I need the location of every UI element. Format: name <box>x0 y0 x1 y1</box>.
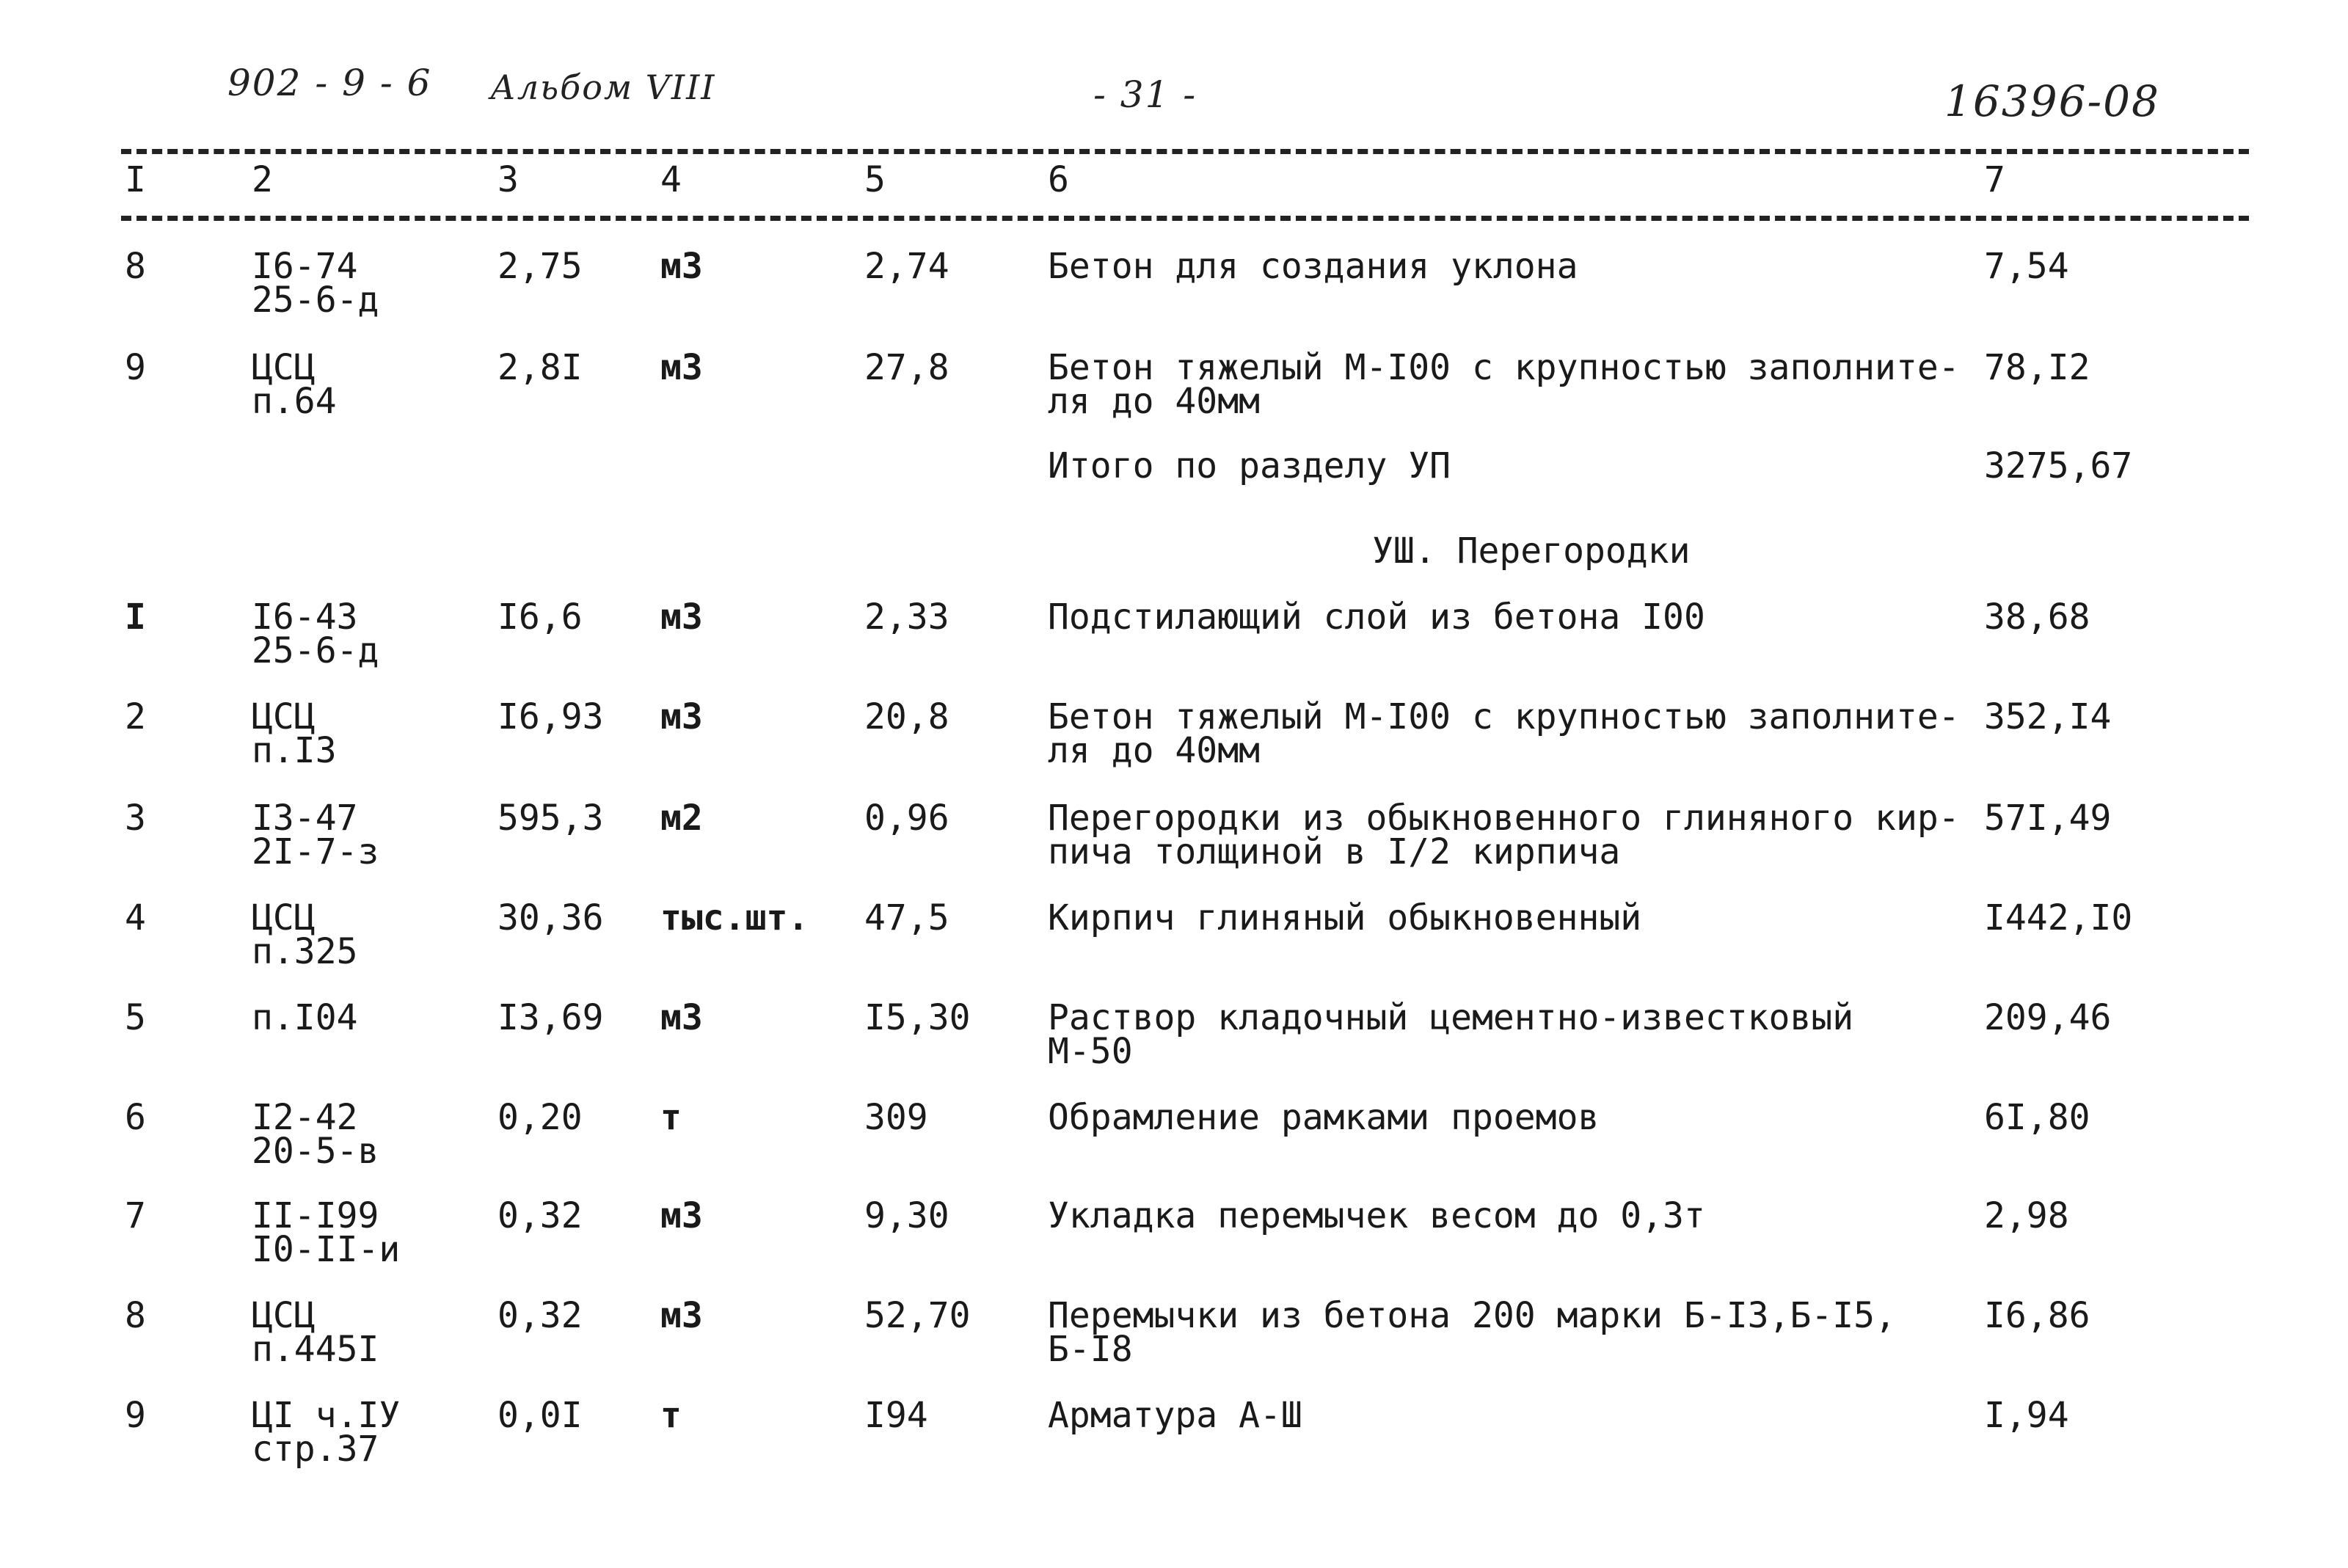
norm-code: п.I04 <box>252 997 358 1038</box>
header-top-rule <box>121 149 2249 154</box>
unit-price: 9,30 <box>864 1195 949 1236</box>
row-number: 8 <box>125 246 146 287</box>
column-header-6: 6 <box>1048 159 1069 200</box>
quantity: 0,32 <box>497 1195 583 1236</box>
quantity: 2,8I <box>497 347 583 388</box>
total: 2,98 <box>1984 1195 2069 1236</box>
description: Раствор кладочный цементно-известковый М-50 <box>1048 997 1854 1072</box>
quantity: I3,69 <box>497 997 604 1038</box>
quantity: 2,75 <box>497 246 583 287</box>
document-number: 16396-08 <box>1944 76 2160 126</box>
unit: м3 <box>660 597 703 638</box>
total: 209,46 <box>1984 997 2112 1038</box>
quantity: 30,36 <box>497 897 604 938</box>
description: Подстилающий слой из бетона I00 <box>1048 597 1705 638</box>
quantity: I6,93 <box>497 696 604 737</box>
norm-code: ЦI ч.IУ стр.37 <box>252 1395 401 1470</box>
unit: тыс.шт. <box>660 897 809 938</box>
norm-code: ЦСЦ п.325 <box>252 897 358 972</box>
norm-code: II-I99 I0-II-и <box>252 1195 401 1270</box>
row-number: 3 <box>125 798 146 839</box>
subtotal-label: Итого по разделу УП <box>1048 445 1451 486</box>
unit: т <box>660 1097 682 1138</box>
quantity: 0,0I <box>497 1395 583 1436</box>
row-number: I <box>125 597 146 638</box>
description: Бетон тяжелый М-I00 с крупностью заполните- ля до 40мм <box>1048 696 1960 771</box>
description: Бетон для создания уклона <box>1048 246 1578 287</box>
quantity: 0,32 <box>497 1295 583 1336</box>
quantity: 0,20 <box>497 1097 583 1138</box>
row-number: 7 <box>125 1195 146 1236</box>
row-number: 4 <box>125 897 146 938</box>
description: Перемычки из бетона 200 марки Б-I3,Б-I5, Б-I8 <box>1048 1295 1896 1370</box>
header-bottom-rule <box>121 216 2249 221</box>
total: I6,86 <box>1984 1295 2090 1336</box>
description: Укладка перемычек весом до 0,3т <box>1048 1195 1705 1236</box>
description: Перегородки из обыкновенного глиняного кир- пича толщиной в I/2 кирпича <box>1048 798 1960 872</box>
row-number: 8 <box>125 1295 146 1336</box>
norm-code: I6-43 25-6-д <box>252 597 379 671</box>
norm-code: ЦСЦ п.I3 <box>252 696 337 771</box>
total: 6I,80 <box>1984 1097 2090 1138</box>
album-label: Альбом VIII <box>490 68 716 107</box>
row-number: 6 <box>125 1097 146 1138</box>
unit: м2 <box>660 798 703 839</box>
album-code: 902 - 9 - 6 <box>227 62 432 104</box>
total: 38,68 <box>1984 597 2090 638</box>
total: 78,I2 <box>1984 347 2090 388</box>
unit-price: I94 <box>864 1395 928 1436</box>
unit-price: 0,96 <box>864 798 949 839</box>
norm-code: ЦСЦ п.64 <box>252 347 337 422</box>
subtotal-value: 3275,67 <box>1984 445 2133 486</box>
unit: м3 <box>660 246 703 287</box>
quantity: I6,6 <box>497 597 583 638</box>
unit: т <box>660 1395 682 1436</box>
unit-price: 2,33 <box>864 597 949 638</box>
description: Кирпич глиняный обыкновенный <box>1048 897 1642 938</box>
quantity: 595,3 <box>497 798 604 839</box>
norm-code: I6-74 25-6-д <box>252 246 379 321</box>
column-header-3: 3 <box>497 159 519 200</box>
unit-price: 52,70 <box>864 1295 971 1336</box>
row-number: 9 <box>125 347 146 388</box>
total: 352,I4 <box>1984 696 2112 737</box>
column-header-5: 5 <box>864 159 886 200</box>
norm-code: ЦСЦ п.445I <box>252 1295 379 1370</box>
total: I442,I0 <box>1984 897 2133 938</box>
description: Обрамление рамками проемов <box>1048 1097 1600 1138</box>
column-header-1: I <box>125 159 146 200</box>
section-title: УШ. Перегородки <box>1372 530 1691 572</box>
unit: м3 <box>660 696 703 737</box>
row-number: 2 <box>125 696 146 737</box>
norm-code: I2-42 20-5-в <box>252 1097 379 1172</box>
total: 57I,49 <box>1984 798 2112 839</box>
unit: м3 <box>660 347 703 388</box>
unit-price: 2,74 <box>864 246 949 287</box>
description: Арматура А-Ш <box>1048 1395 1302 1436</box>
row-number: 5 <box>125 997 146 1038</box>
page-number: - 31 - <box>1093 73 1197 116</box>
total: I,94 <box>1984 1395 2069 1436</box>
unit-price: 20,8 <box>864 696 949 737</box>
total: 7,54 <box>1984 246 2069 287</box>
unit: м3 <box>660 997 703 1038</box>
column-header-7: 7 <box>1984 159 2005 200</box>
column-header-2: 2 <box>252 159 273 200</box>
unit: м3 <box>660 1295 703 1336</box>
unit-price: 309 <box>864 1097 928 1138</box>
norm-code: I3-47 2I-7-з <box>252 798 379 872</box>
description: Бетон тяжелый М-I00 с крупностью заполните- ля до 40мм <box>1048 347 1960 422</box>
unit-price: 27,8 <box>864 347 949 388</box>
column-header-4: 4 <box>660 159 682 200</box>
unit: м3 <box>660 1195 703 1236</box>
unit-price: 47,5 <box>864 897 949 938</box>
unit-price: I5,30 <box>864 997 971 1038</box>
row-number: 9 <box>125 1395 146 1436</box>
